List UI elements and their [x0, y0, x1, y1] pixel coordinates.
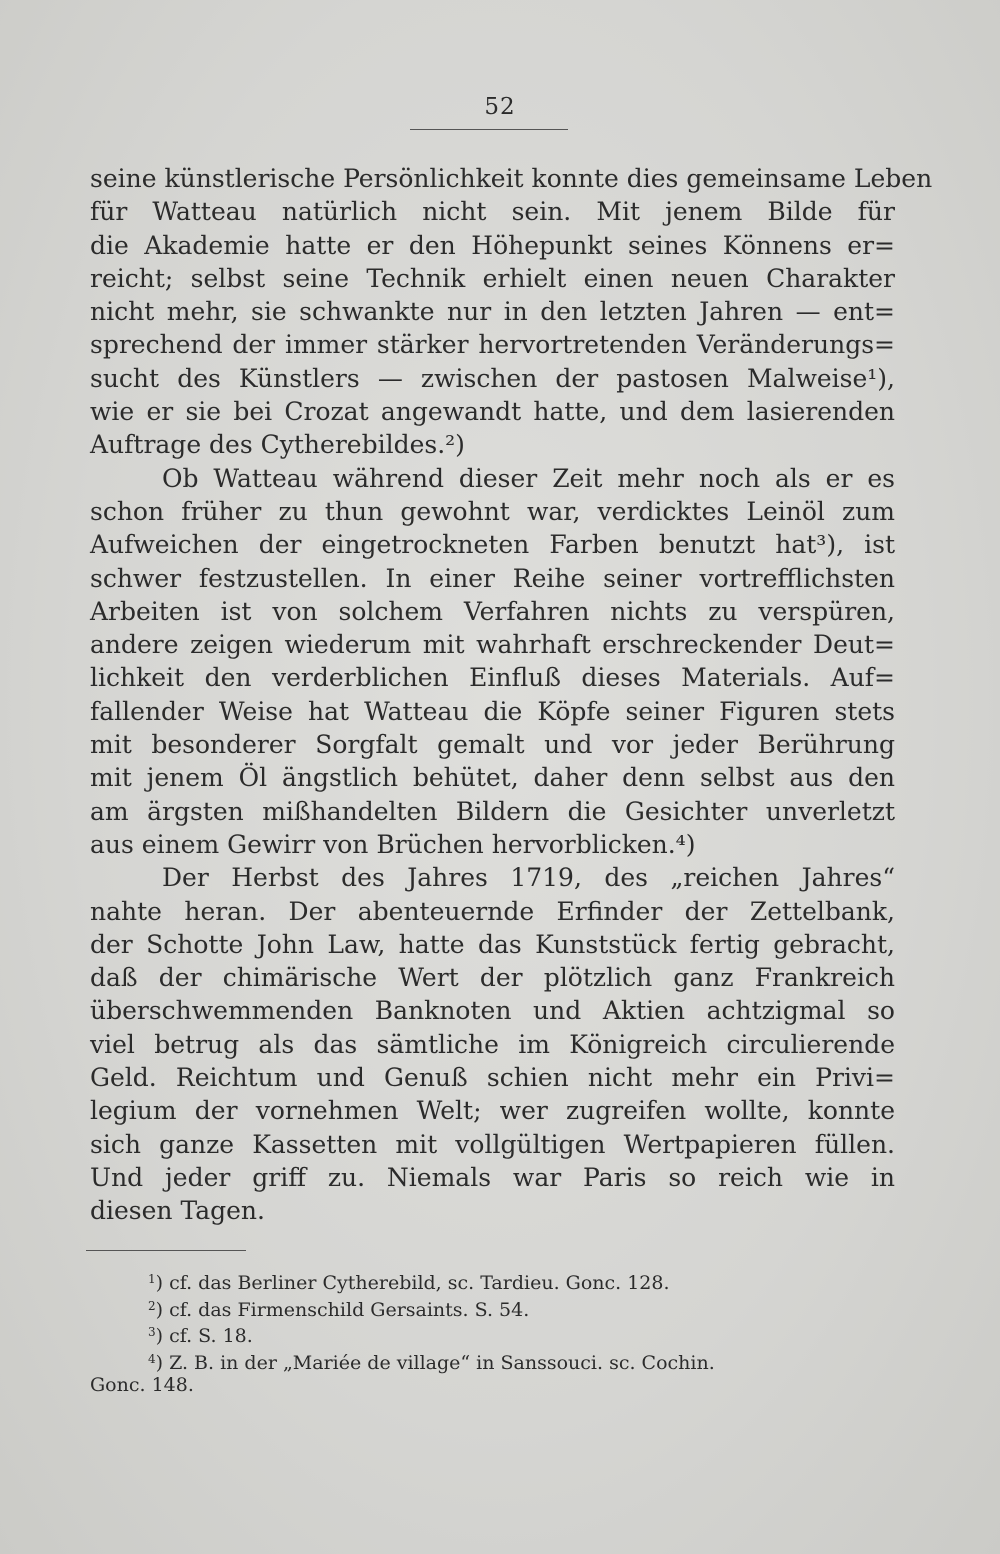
text-line: mit jenem Öl ängstlich behütet, daher denn selbst aus den [90, 763, 895, 793]
text-line: sprechend der immer stärker hervortretenden Veränderungs= [90, 330, 895, 360]
text-line: Aufweichen der eingetrockneten Farben benutzt hat³), ist [90, 530, 895, 560]
footnote-text: ) cf. das Berliner Cytherebild, sc. Tardieu. Gonc. 128. [155, 1272, 670, 1294]
page-number: 52 [484, 94, 516, 120]
footnote-text: ) cf. das Firmenschild Gersaints. S. 54. [155, 1298, 530, 1321]
text-line: überschwemmenden Banknoten und Aktien achtzigmal so [90, 996, 895, 1026]
text-line: wie er sie bei Crozat angewandt hatte, und dem lasierenden [90, 397, 895, 427]
footnotes [90, 1266, 895, 1399]
text-line: lichkeit den verderblichen Einfluß dieses Materials. Auf= [90, 663, 895, 693]
body-text [90, 162, 933, 1228]
footnote [90, 1319, 895, 1346]
text-line: Ob Watteau während dieser Zeit mehr noch als er es [162, 463, 895, 493]
text-line: andere zeigen wiederum mit wahrhaft erschreckender Deut= [90, 630, 895, 660]
text-line: fallender Weise hat Watteau die Köpfe seiner Figuren stets [90, 696, 895, 726]
footnote-continuation [90, 1372, 895, 1399]
text-line: nahte heran. Der abenteuernde Erfinder der Zettelbank, [90, 896, 895, 926]
footnote [90, 1346, 895, 1373]
footnote-mark: 4 [148, 1351, 156, 1366]
text-line: schon früher zu thun gewohnt war, verdicktes Leinöl zum [90, 496, 895, 526]
footnote-text: ) Z. B. in der „Mariée de village“ in Sanssouci. sc. Cochin. [155, 1351, 715, 1374]
text-line: nicht mehr, sie schwankte nur in den letzten Jahren — ent= [90, 297, 895, 327]
text-line: Auftrage des Cytherebildes.²) [90, 430, 465, 460]
text-line: legium der vornehmen Welt; wer zugreifen wollte, konnte [90, 1096, 895, 1126]
text-line: schwer festzustellen. In einer Reihe seiner vortrefflichsten [90, 563, 895, 593]
text-line: Und jeder griff zu. Niemals war Paris so reich wie in [90, 1162, 895, 1192]
text-line: der Schotte John Law, hatte das Kunststück fertig gebracht, [90, 929, 895, 959]
footnote-text: Gonc. 148. [90, 1374, 194, 1396]
text-line: Arbeiten ist von solchem Verfahren nichts zu verspüren, [90, 596, 895, 626]
text-line: seine künstlerische Persönlichkeit konnte dies gemeinsame Leben [90, 164, 933, 193]
text-line: mit besonderer Sorgfalt gemalt und vor jeder Berührung [90, 730, 895, 760]
text-line: sucht des Künstlers — zwischen der pastosen Malweise¹), [90, 363, 895, 393]
footnote [90, 1293, 895, 1320]
footnote [90, 1266, 895, 1293]
text-line: sich ganze Kassetten mit vollgültigen Wertpapieren füllen. [90, 1129, 895, 1159]
text-line: diesen Tagen. [90, 1196, 265, 1226]
text-line: Der Herbst des Jahres 1719, des „reichen Jahres“ [162, 863, 895, 893]
text-line: reicht; selbst seine Technik erhielt einen neuen Charakter [90, 263, 895, 293]
footnote-mark: 2 [148, 1298, 156, 1313]
text-line: am ärgsten mißhandelten Bildern die Gesichter unverletzt [90, 796, 895, 826]
text-line: für Watteau natürlich nicht sein. Mit jenem Bilde für [90, 197, 895, 227]
footnote-rule [86, 1250, 246, 1251]
text-line: daß der chimärische Wert der plötzlich ganz Frankreich [90, 963, 895, 993]
footnote-text: ) cf. S. 18. [155, 1325, 253, 1347]
text-line: die Akademie hatte er den Höhepunkt seines Könnens er= [90, 230, 895, 260]
text-line: Geld. Reichtum und Genuß schien nicht mehr ein Privi= [90, 1063, 895, 1093]
footnote-mark: 3 [148, 1325, 156, 1339]
header-rule [410, 129, 568, 130]
text-line: aus einem Gewirr von Brüchen hervorblicken.⁴) [90, 829, 696, 859]
text-line: viel betrug als das sämtliche im Königreich circulierende [90, 1029, 895, 1059]
footnote-mark: 1 [148, 1272, 156, 1286]
